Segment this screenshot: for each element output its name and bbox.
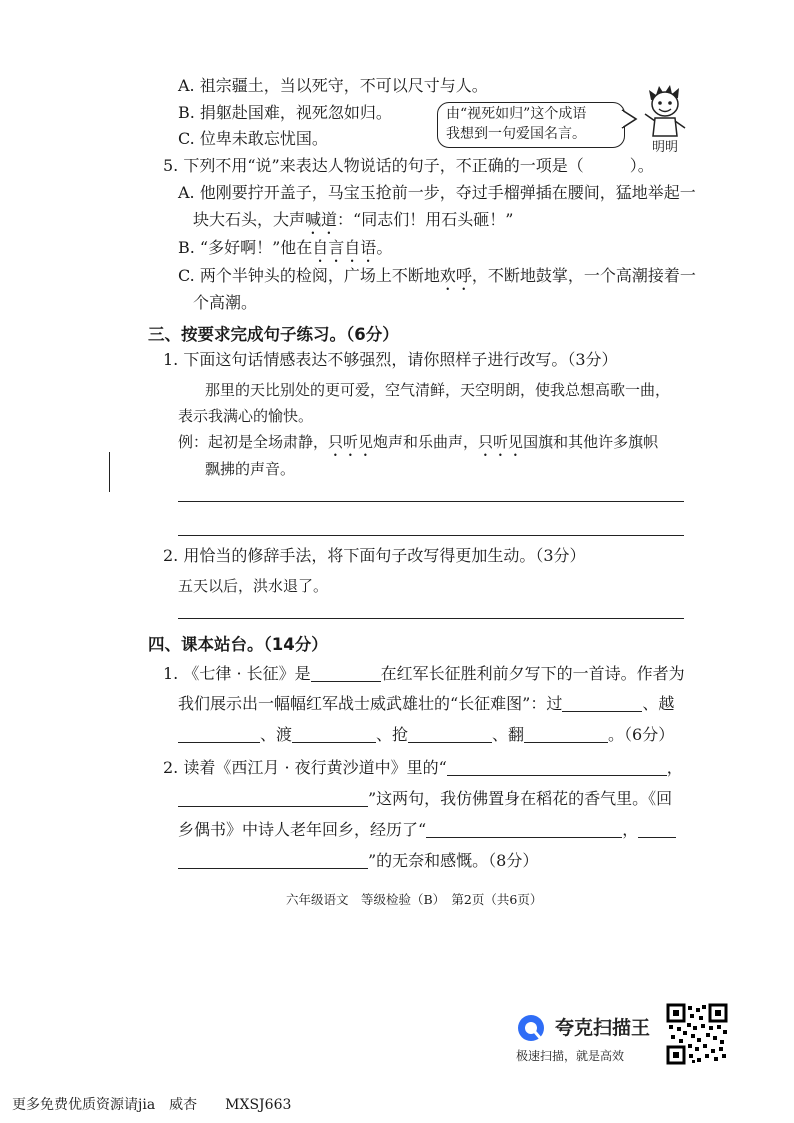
- margin-mark: [109, 452, 110, 492]
- blank-poem-line-4b[interactable]: [178, 852, 368, 869]
- blank-guo[interactable]: [562, 695, 642, 712]
- s3-q1-sentence-line2: 表示我满心的愉快。: [178, 407, 314, 425]
- blank-poem-line-3[interactable]: [426, 821, 622, 838]
- q4-option-c: C. 位卑未敢忘忧国。: [178, 129, 328, 148]
- scanner-logo-icon: [514, 1012, 548, 1044]
- blank-author[interactable]: [311, 665, 381, 682]
- s3-example-line2: 飘拂的声音。: [205, 460, 296, 478]
- q5-option-b: B. “多好啊！”他在自言自语。: [178, 238, 393, 257]
- s3-q2-stem: 2. 用恰当的修辞手法，将下面句子改写得更加生动。（3分）: [163, 546, 586, 565]
- q5-option-c-line2: 个高潮。: [193, 293, 258, 312]
- q4-option-a: A. 祖宗疆土，当以死守，不可以尺寸与人。: [178, 76, 488, 95]
- blank-du[interactable]: [292, 726, 376, 743]
- s3-q1-stem: 1. 下面这句话情感表达不够强烈，请你照样子进行改写。（3分）: [163, 350, 618, 369]
- s4-q1-line1: 1. 《七律 · 长征》是 在红军长征胜利前夕写下的一首诗。作者为: [163, 664, 685, 683]
- blank-qiang[interactable]: [408, 726, 492, 743]
- answer-line-1[interactable]: [178, 501, 684, 502]
- bottom-resource-note: 更多免费优质资源请jia 威杏 MXSJ663: [12, 1097, 292, 1113]
- blank-fan[interactable]: [524, 726, 608, 743]
- qr-code-icon: [666, 1003, 728, 1065]
- s4-q2-line1: 2. 读着《西江月 · 夜行黄沙道中》里的“ ，: [163, 758, 683, 777]
- q5-option-a-line1: A. 他刚要拧开盖子，马宝玉抢前一步，夺过手榴弹插在腰间，猛地举起一: [178, 183, 696, 202]
- boy-character-icon: [640, 84, 690, 140]
- blank-poem-line-4a[interactable]: [638, 821, 676, 838]
- s3-q1-sentence-line1: 那里的天比别处的更可爱，空气清鲜，天空明朗，使我总想高歌一曲，: [205, 381, 671, 399]
- bubble-line-1: 由“视死如归”这个成语: [446, 106, 587, 122]
- blank-poem-line-1[interactable]: [447, 759, 667, 776]
- s3-example-line1: 例：起初是全场肃静，只听见炮声和乐曲声，只听见国旗和其他许多旗帜: [178, 433, 659, 451]
- section-4-title: 四、课本站台。（14分）: [148, 635, 328, 654]
- s3-q2-sentence: 五天以后，洪水退了。: [178, 577, 329, 595]
- s4-q2-line4: ”的无奈和感慨。（8分）: [178, 851, 538, 871]
- character-name: 明明: [652, 140, 679, 155]
- scanner-app-name: 夸克扫描王: [555, 1017, 651, 1039]
- s4-q1-line2: 我们展示出一幅幅红军战士威武雄壮的“长征难图”：过 、越: [178, 694, 675, 713]
- s4-q1-line3: 、渡 、抢 、翻 。（6分）: [178, 725, 674, 745]
- blank-poem-line-2[interactable]: [178, 790, 368, 807]
- q5-stem: 5. 下列不用“说”来表达人物说话的句子，不正确的一项是（ ）。: [163, 156, 654, 175]
- bubble-line-2: 我想到一句爱国名言。: [446, 126, 586, 142]
- answer-line-2[interactable]: [178, 535, 684, 536]
- section-3-title: 三、按要求完成句子练习。（6分）: [148, 325, 399, 344]
- q5-option-c-line1: C. 两个半钟头的检阅，广场上不断地欢呼，不断地鼓掌，一个高潮接着一: [178, 266, 696, 285]
- answer-line-3[interactable]: [178, 618, 684, 619]
- s4-q2-line3: 乡偶书》中诗人老年回乡，经历了“ ，: [178, 820, 676, 840]
- speech-bubble-tail: [620, 108, 638, 130]
- page-footer: 六年级语文 等级检验（B） 第2页（共6页）: [286, 892, 543, 907]
- s4-q2-line2: ”这两句，我仿佛置身在稻花的香气里。《回: [178, 789, 672, 809]
- q5-option-a-line2: 块大石头，大声喊道：“同志们！用石头砸！”: [193, 210, 514, 229]
- scanner-slogan: 极速扫描，就是高效: [516, 1049, 625, 1063]
- q4-option-b: B. 捐躯赴国难，视死忽如归。: [178, 103, 392, 122]
- blank-yue[interactable]: [178, 726, 260, 743]
